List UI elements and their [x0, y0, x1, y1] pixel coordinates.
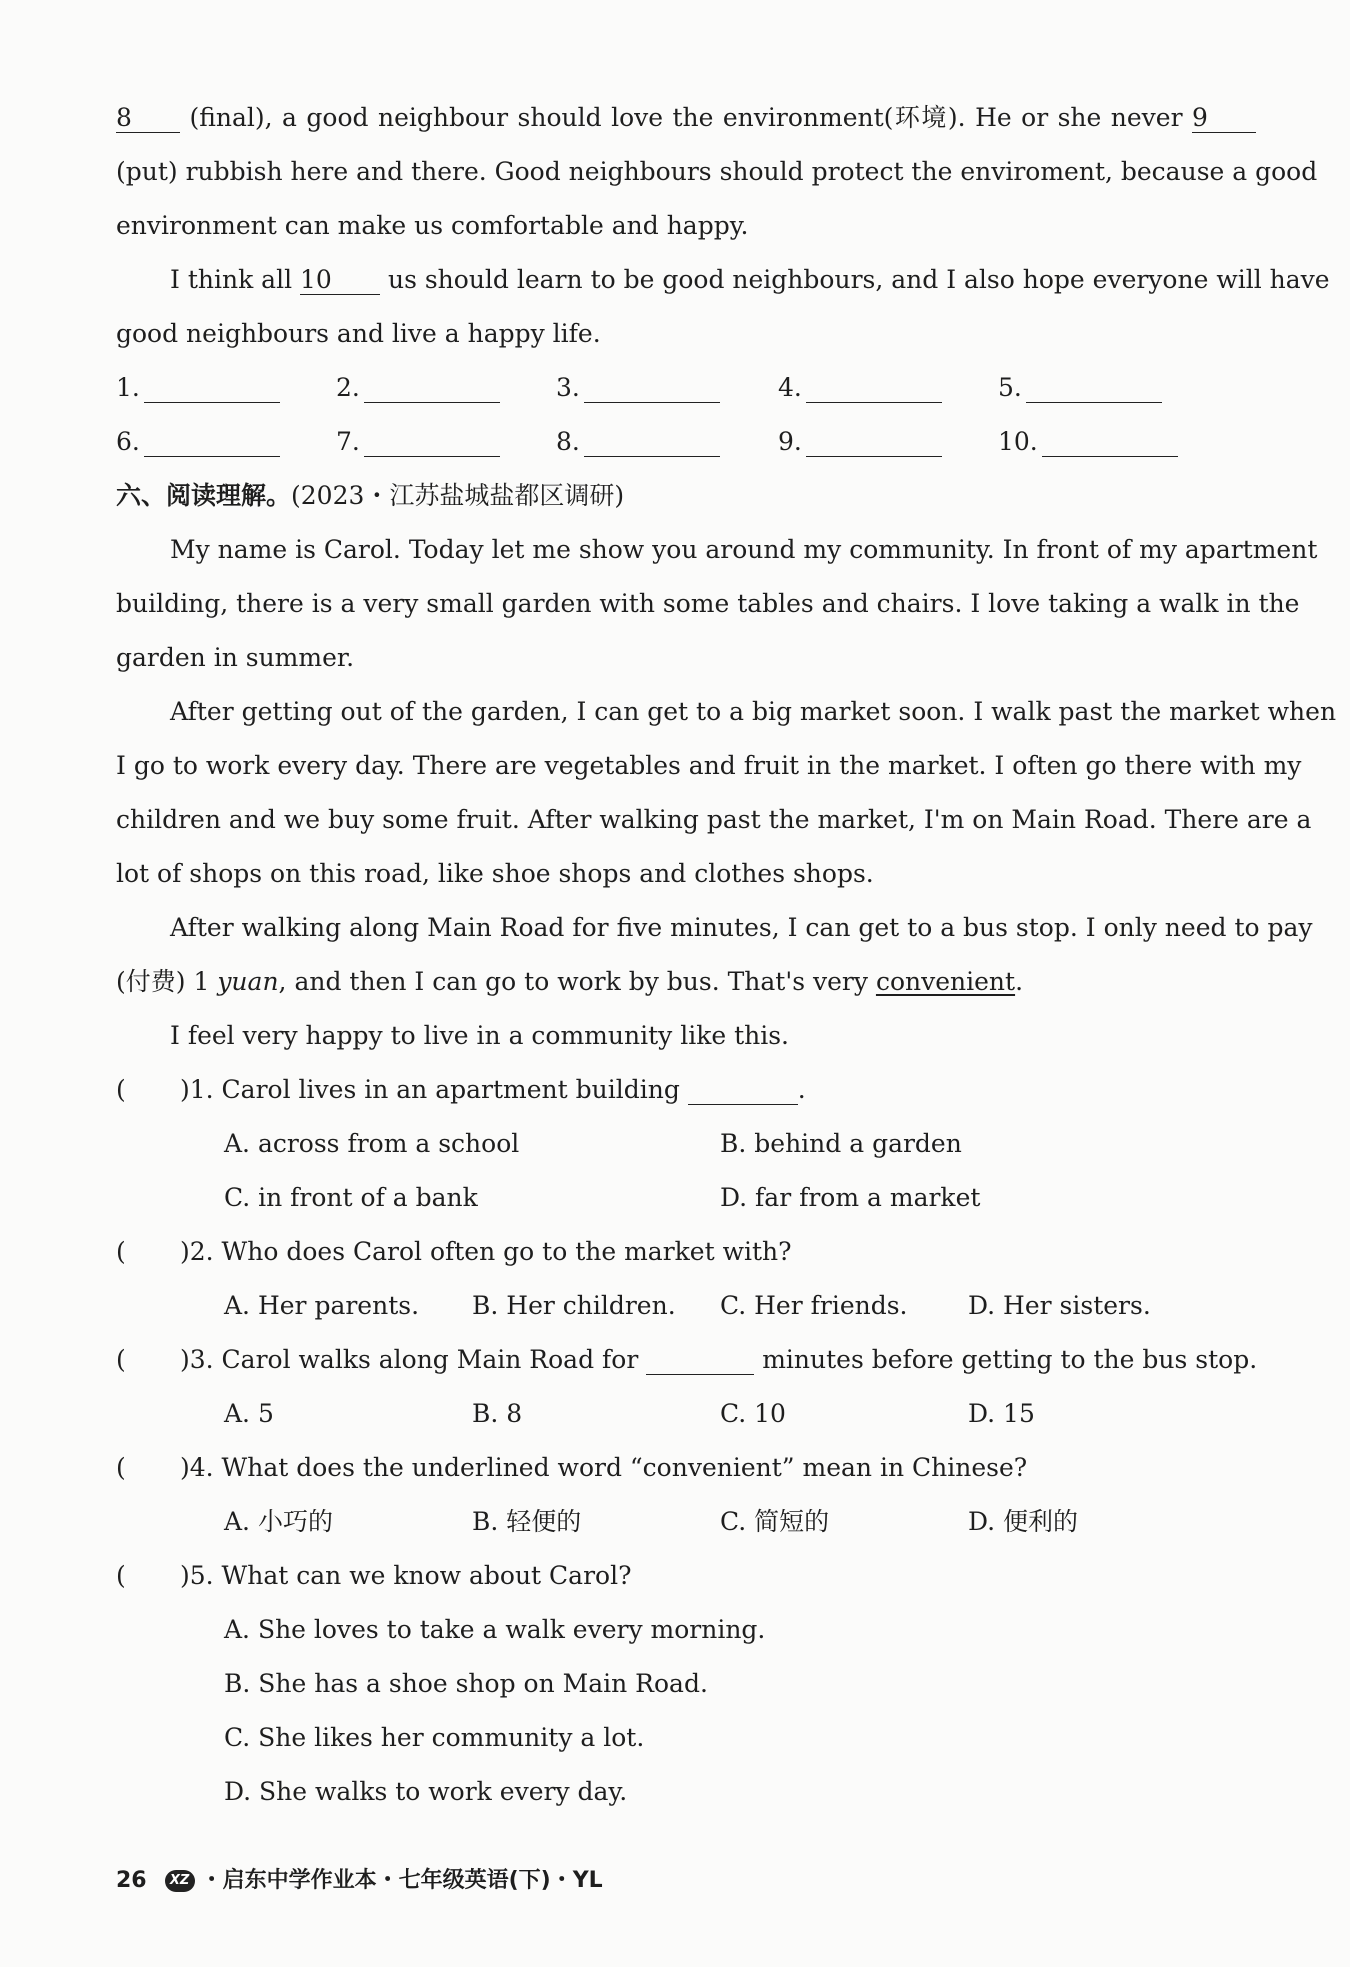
option-d[interactable]: D. She walks to work every day. — [224, 1777, 628, 1806]
option-c[interactable]: C. 简短的 — [720, 1507, 830, 1536]
answer-blank[interactable] — [806, 428, 942, 457]
answer-blank[interactable] — [806, 374, 942, 403]
passage-line: I feel very happy to live in a community like this. — [170, 1021, 790, 1050]
cloze-line-3: environment can make us comfortable and happy. — [116, 211, 749, 240]
passage-line: My name is Carol. Today let me show you around my community. In front of my apartment — [170, 535, 1318, 564]
option-c[interactable]: C. Her friends. — [720, 1291, 908, 1320]
section-title: 六、阅读理解。 — [116, 481, 292, 510]
answer-blank[interactable] — [1026, 374, 1162, 403]
passage-line: After walking along Main Road for five minutes, I can get to a bus stop. I only need to pay — [170, 913, 1313, 942]
underlined-word: convenient — [875, 967, 1016, 996]
answer-bracket[interactable]: ( — [116, 1345, 126, 1374]
answer-cell[interactable] — [998, 427, 1178, 457]
passage-text: , and then I can go to work by bus. That's very — [278, 967, 876, 996]
passage-text-italic: yuan — [217, 967, 279, 996]
answer-label: 1. — [116, 373, 140, 402]
answer-blank[interactable] — [144, 374, 280, 403]
option-a[interactable]: A. She loves to take a walk every morning. — [224, 1615, 766, 1644]
option-c[interactable]: C. She likes her community a lot. — [224, 1723, 645, 1752]
question-stem — [180, 1075, 806, 1105]
answer-blank[interactable] — [364, 428, 500, 457]
option-d[interactable]: D. far from a market — [720, 1183, 981, 1212]
option-d[interactable]: D. 便利的 — [968, 1507, 1079, 1536]
answer-cell[interactable] — [116, 373, 280, 403]
answer-blank[interactable] — [1042, 428, 1178, 457]
answer-label: 6. — [116, 427, 140, 456]
section-source: (2023・江苏盐城盐都区调研) — [291, 481, 625, 510]
cloze-line-4 — [170, 265, 1330, 295]
passage-line — [116, 967, 1256, 997]
option-b[interactable]: B. She has a shoe shop on Main Road. — [224, 1669, 708, 1698]
answer-label: 7. — [336, 427, 360, 456]
question-stem: )2. Who does Carol often go to the market with? — [180, 1237, 792, 1266]
cloze-line-1 — [116, 103, 1256, 133]
answer-blank[interactable] — [144, 428, 280, 457]
page-number: 26 — [116, 1868, 147, 1893]
answer-label: 9. — [778, 427, 802, 456]
passage-line: garden in summer. — [116, 643, 355, 672]
answer-bracket[interactable]: ( — [116, 1075, 126, 1104]
question-stem-text: . — [797, 1075, 806, 1104]
passage-text: . — [1015, 967, 1024, 996]
answer-label: 8. — [556, 427, 580, 456]
cloze-text: us should learn to be good neighbours, and I also hope everyone will have — [387, 265, 1330, 294]
question-stem: )4. What does the underlined word “convenient” mean in Chinese? — [180, 1453, 1028, 1482]
cloze-blank-10: 10 — [300, 266, 380, 295]
option-c[interactable]: C. in front of a bank — [224, 1183, 478, 1212]
answer-cell[interactable] — [116, 427, 280, 457]
cloze-line-2: (put) rubbish here and there. Good neighbours should protect the enviroment, because a good — [116, 157, 1318, 186]
answer-cell[interactable] — [336, 427, 500, 457]
answer-bracket[interactable]: ( — [116, 1561, 126, 1590]
answer-label: 4. — [778, 373, 802, 402]
answer-bracket[interactable]: ( — [116, 1453, 126, 1482]
passage-line: children and we buy some fruit. After walking past the market, I'm on Main Road. There are a — [116, 805, 1312, 834]
publisher-logo-icon: XZ — [165, 1870, 195, 1892]
answer-cell[interactable] — [556, 373, 720, 403]
cloze-blank-9: 9 — [1192, 104, 1256, 133]
question-blank — [688, 1076, 798, 1105]
question-stem — [180, 1345, 1257, 1375]
option-d[interactable]: D. Her sisters. — [968, 1291, 1151, 1320]
page-footer — [116, 1866, 603, 1896]
option-b[interactable]: B. 轻便的 — [472, 1507, 582, 1536]
answer-label: 2. — [336, 373, 360, 402]
cloze-text: I think all — [170, 265, 293, 294]
option-a[interactable]: A. 5 — [224, 1399, 274, 1428]
option-b[interactable]: B. Her children. — [472, 1291, 676, 1320]
passage-line: lot of shops on this road, like shoe shops and clothes shops. — [116, 859, 874, 888]
cloze-text: (final), a good neighbour should love the environment(环境). He or she never — [189, 103, 1183, 132]
cloze-line-5: good neighbours and live a happy life. — [116, 319, 601, 348]
option-c[interactable]: C. 10 — [720, 1399, 786, 1428]
answer-label: 3. — [556, 373, 580, 402]
answer-blank[interactable] — [364, 374, 500, 403]
question-stem-text: )1. Carol lives in an apartment building — [180, 1075, 680, 1104]
option-a[interactable]: A. across from a school — [224, 1129, 520, 1158]
answer-blank[interactable] — [584, 428, 720, 457]
option-b[interactable]: B. behind a garden — [720, 1129, 962, 1158]
passage-line: After getting out of the garden, I can get to a big market soon. I walk past the market when — [170, 697, 1337, 726]
answer-label: 10. — [998, 427, 1038, 456]
option-d[interactable]: D. 15 — [968, 1399, 1035, 1428]
cloze-blank-8: 8 — [116, 104, 180, 133]
footer-text: ・启东中学作业本・七年级英语(下)・YL — [200, 1868, 603, 1893]
question-blank — [646, 1346, 754, 1375]
answer-cell[interactable] — [336, 373, 500, 403]
question-stem: )5. What can we know about Carol? — [180, 1561, 632, 1590]
answer-bracket[interactable]: ( — [116, 1237, 126, 1266]
option-a[interactable]: A. 小巧的 — [224, 1507, 333, 1536]
passage-text: (付费) 1 — [116, 967, 218, 996]
question-stem-text: )3. Carol walks along Main Road for — [180, 1345, 639, 1374]
answer-label: 5. — [998, 373, 1022, 402]
option-b[interactable]: B. 8 — [472, 1399, 523, 1428]
answer-cell[interactable] — [778, 373, 942, 403]
answer-cell[interactable] — [778, 427, 942, 457]
passage-line: I go to work every day. There are vegetables and fruit in the market. I often go there with my — [116, 751, 1302, 780]
question-stem-text: minutes before getting to the bus stop. — [762, 1345, 1258, 1374]
answer-blank[interactable] — [584, 374, 720, 403]
option-a[interactable]: A. Her parents. — [224, 1291, 420, 1320]
passage-line: building, there is a very small garden with some tables and chairs. I love taking a walk in the — [116, 589, 1300, 618]
answer-cell[interactable] — [998, 373, 1162, 403]
answer-cell[interactable] — [556, 427, 720, 457]
section-heading — [116, 481, 1256, 511]
